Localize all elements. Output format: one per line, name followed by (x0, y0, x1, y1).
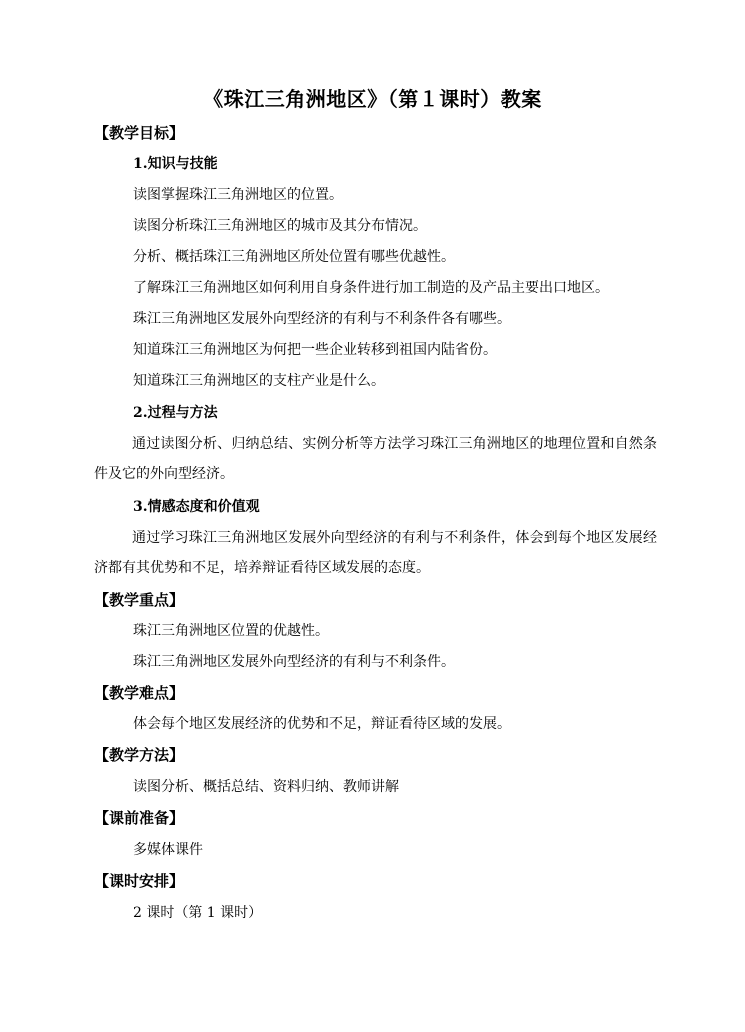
document-title: 《珠江三角洲地区》（第１课时）教案 (203, 87, 542, 111)
emotion-paragraph: 通过学习珠江三角洲地区发展外向型经济的有利与不利条件，体会到每个地区发展经济都有其优势和不足，培养辩证看待区域发展的态度。 (94, 530, 657, 576)
key-point-1: 珠江三角洲地区位置的优越性。 (133, 623, 329, 639)
preparation-text: 多媒体课件 (133, 842, 203, 858)
heading-preparation: 【课前准备】 (94, 809, 185, 827)
methods-text: 读图分析、概括总结、资料归纳、教师讲解 (133, 779, 399, 795)
knowledge-item-3: 分析、概括珠江三角洲地区所处位置有哪些优越性。 (133, 249, 455, 265)
heading-key-points: 【教学重点】 (94, 591, 185, 609)
subheading-knowledge: 1.知识与技能 (133, 156, 218, 172)
key-point-2: 珠江三角洲地区发展外向型经济的有利与不利条件。 (133, 654, 455, 670)
knowledge-item-2: 读图分析珠江三角洲地区的城市及其分布情况。 (133, 218, 427, 234)
difficulty-text: 体会每个地区发展经济的优势和不足，辩证看待区域的发展。 (133, 716, 511, 732)
knowledge-item-4: 了解珠江三角洲地区如何利用自身条件进行加工制造的及产品主要出口地区。 (133, 280, 609, 296)
knowledge-item-7: 知道珠江三角洲地区的支柱产业是什么。 (133, 373, 385, 389)
heading-schedule: 【课时安排】 (94, 872, 185, 890)
knowledge-item-6: 知道珠江三角洲地区为何把一些企业转移到祖国内陆省份。 (133, 342, 497, 358)
process-paragraph: 通过读图分析、归纳总结、实例分析等方法学习珠江三角洲地区的地理位置和自然条件及它的外向型经济。 (94, 436, 657, 482)
subheading-emotion: 3.情感态度和价值观 (133, 499, 260, 515)
knowledge-item-5: 珠江三角洲地区发展外向型经济的有利与不利条件各有哪些。 (133, 311, 511, 327)
subheading-process: 2.过程与方法 (133, 405, 218, 421)
schedule-text: 2 课时（第 1 课时） (133, 905, 263, 921)
heading-methods: 【教学方法】 (94, 746, 185, 764)
knowledge-item-1: 读图掌握珠江三角洲地区的位置。 (133, 187, 343, 203)
heading-objectives: 【教学目标】 (94, 124, 185, 142)
heading-difficulties: 【教学难点】 (94, 684, 185, 702)
